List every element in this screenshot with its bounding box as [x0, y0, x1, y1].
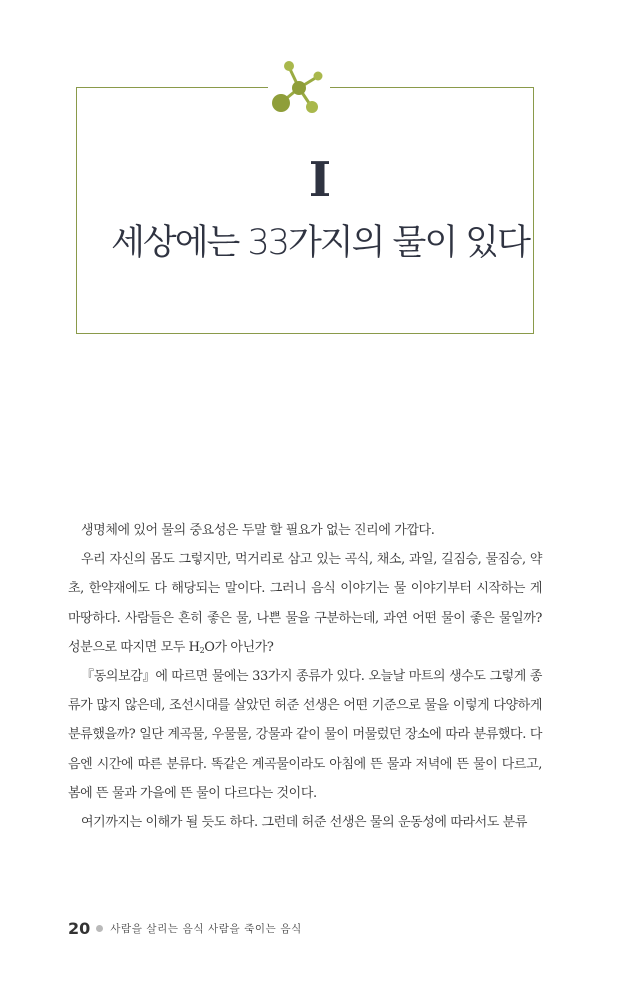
paragraph: 여기까지는 이해가 될 듯도 하다. 그런데 허준 선생은 물의 운동성에 따라서도 분류 [81, 815, 528, 831]
chapter-frame [76, 87, 534, 334]
formula-h: H [188, 639, 200, 655]
chapter-number: I [308, 152, 332, 208]
formula-subscript: 2 [199, 645, 205, 655]
paragraph: 우리 자신의 몸도 그렇지만, 먹거리로 삼고 있는 곡식, 채소, 과일, 길짐승, 물짐승, 약초, 한약재에도 다 해당되는 말이다. 그러니 음식 이야기는 물 이야기부터 시작하는 게 마땅하다. 사람들은 흔히 좋은 물, 나쁜 물을 구분하는데, 과연 어떤 물이 좋은 물일까? 성분으로 따지면 모두 $H_2O$가 아닌가? [68, 552, 542, 655]
running-title: 사람을 살리는 음식 사람을 죽이는 음식 [110, 922, 302, 935]
chapter-title: 세상에는 33가지의 물이 있다 [111, 223, 529, 263]
molecule-icon [268, 50, 330, 122]
paragraph: 『동의보감』에 따르면 물에는 33가지 종류가 있다. 오늘날 마트의 생수도 그렇게 종류가 많지 않은데, 조선시대를 살았던 허준 선생은 어떤 기준으로 물을 이렇게 다양하게 분류했을까? 일단 계곡물, 우물물, 강물과 같이 물이 머물렀던 장소에 따라 분류했다. 다음엔 시간에 따른 분류다. 똑같은 계곡물이라도 아침에 뜬 물과 저녁에 뜬 물이 다르고, 봄에 뜬 물과 가을에 뜬 물이 다르다는 것이다. [68, 669, 542, 801]
page-footer [68, 918, 302, 938]
footer-dot-icon [96, 925, 103, 932]
page-number: 20 [68, 918, 91, 938]
paragraph: 생명체에 있어 물의 중요성은 두말 할 필요가 없는 진리에 가깝다. [81, 523, 435, 538]
body-text [68, 516, 542, 837]
formula-o: O [204, 639, 215, 655]
